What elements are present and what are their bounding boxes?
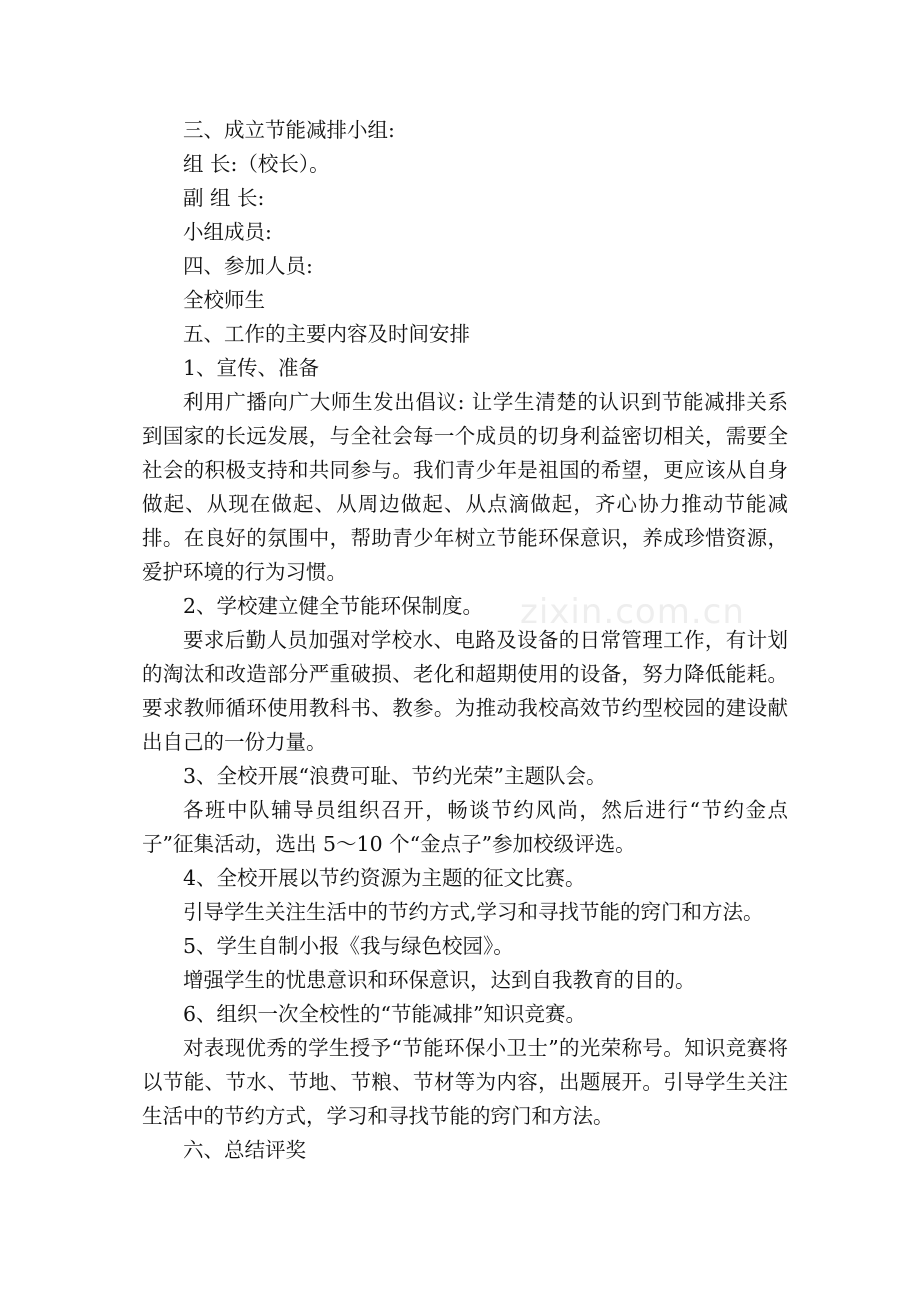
paragraph-5: 增强学生的忧患意识和环保意识，达到自我教育的目的。 — [183, 968, 696, 992]
section-heading-3: 三、成立节能减排小组: — [183, 118, 395, 142]
item-heading-6: 6、组织一次全校性的“节能减排”知识竞赛。 — [183, 1002, 587, 1026]
document-page — [142, 113, 788, 1167]
paragraph-1: 利用广播向广大师生发出倡议: 让学生清楚的认识到节能减排关系到国家的长远发展，与全社会每一个成员的切身利益密切相关，需要全社会的积极支持和共同参与。我们青少年是祖国的希望，更应该从自身做起、从现在做起、从周边做起、从点滴做起，齐心协力推动节能减排。在良好的氛围中，帮助青少年树立节能环保意识，养成珍惜资源，爱护环境的行为习惯。 — [142, 390, 788, 584]
paragraph-3: 各班中队辅导员组织召开，畅谈节约风尚，然后进行“节约金点子”征集活动，选出 5～10 个“金点子”参加校级评选。 — [142, 798, 788, 856]
group-members-line: 小组成员: — [183, 220, 272, 244]
section-heading-6: 六、总结评奖 — [183, 1138, 306, 1162]
section-heading-5: 五、工作的主要内容及时间安排 — [183, 322, 470, 346]
section-heading-4: 四、参加人员: — [183, 254, 313, 278]
item-heading-5: 5、学生自制小报《我与绿色校园》。 — [183, 934, 514, 958]
item-heading-2: 2、学校建立健全节能环保制度。 — [183, 594, 484, 618]
group-leader-line: 组 长:（校长）。 — [183, 152, 330, 176]
paragraph-2: 要求后勤人员加强对学校水、电路及设备的日常管理工作，有计划的淘汰和改造部分严重破损、老化和超期使用的设备，努力降低能耗。要求教师循环使用教科书、教参。为推动我校高效节约型校园的建设献出自己的一份力量。 — [142, 628, 788, 754]
watermark: zixin.com.cn — [520, 592, 745, 632]
paragraph-6: 对表现优秀的学生授予“节能环保小卫士”的光荣称号。知识竞赛将以节能、节水、节地、节粮、节材等为内容，出题展开。引导学生关注生活中的节约方式，学习和寻找节能的窍门和方法。 — [142, 1036, 788, 1128]
item-heading-3: 3、全校开展“浪费可耻、节约光荣”主题队会。 — [183, 764, 607, 788]
item-heading-4: 4、全校开展以节约资源为主题的征文比赛。 — [183, 866, 586, 890]
participants-line: 全校师生 — [183, 288, 265, 312]
paragraph-4: 引导学生关注生活中的节约方式,学习和寻找节能的窍门和方法。 — [183, 900, 764, 924]
item-heading-1: 1、宣传、准备 — [183, 356, 320, 380]
deputy-leader-line: 副 组 长: — [183, 186, 265, 210]
